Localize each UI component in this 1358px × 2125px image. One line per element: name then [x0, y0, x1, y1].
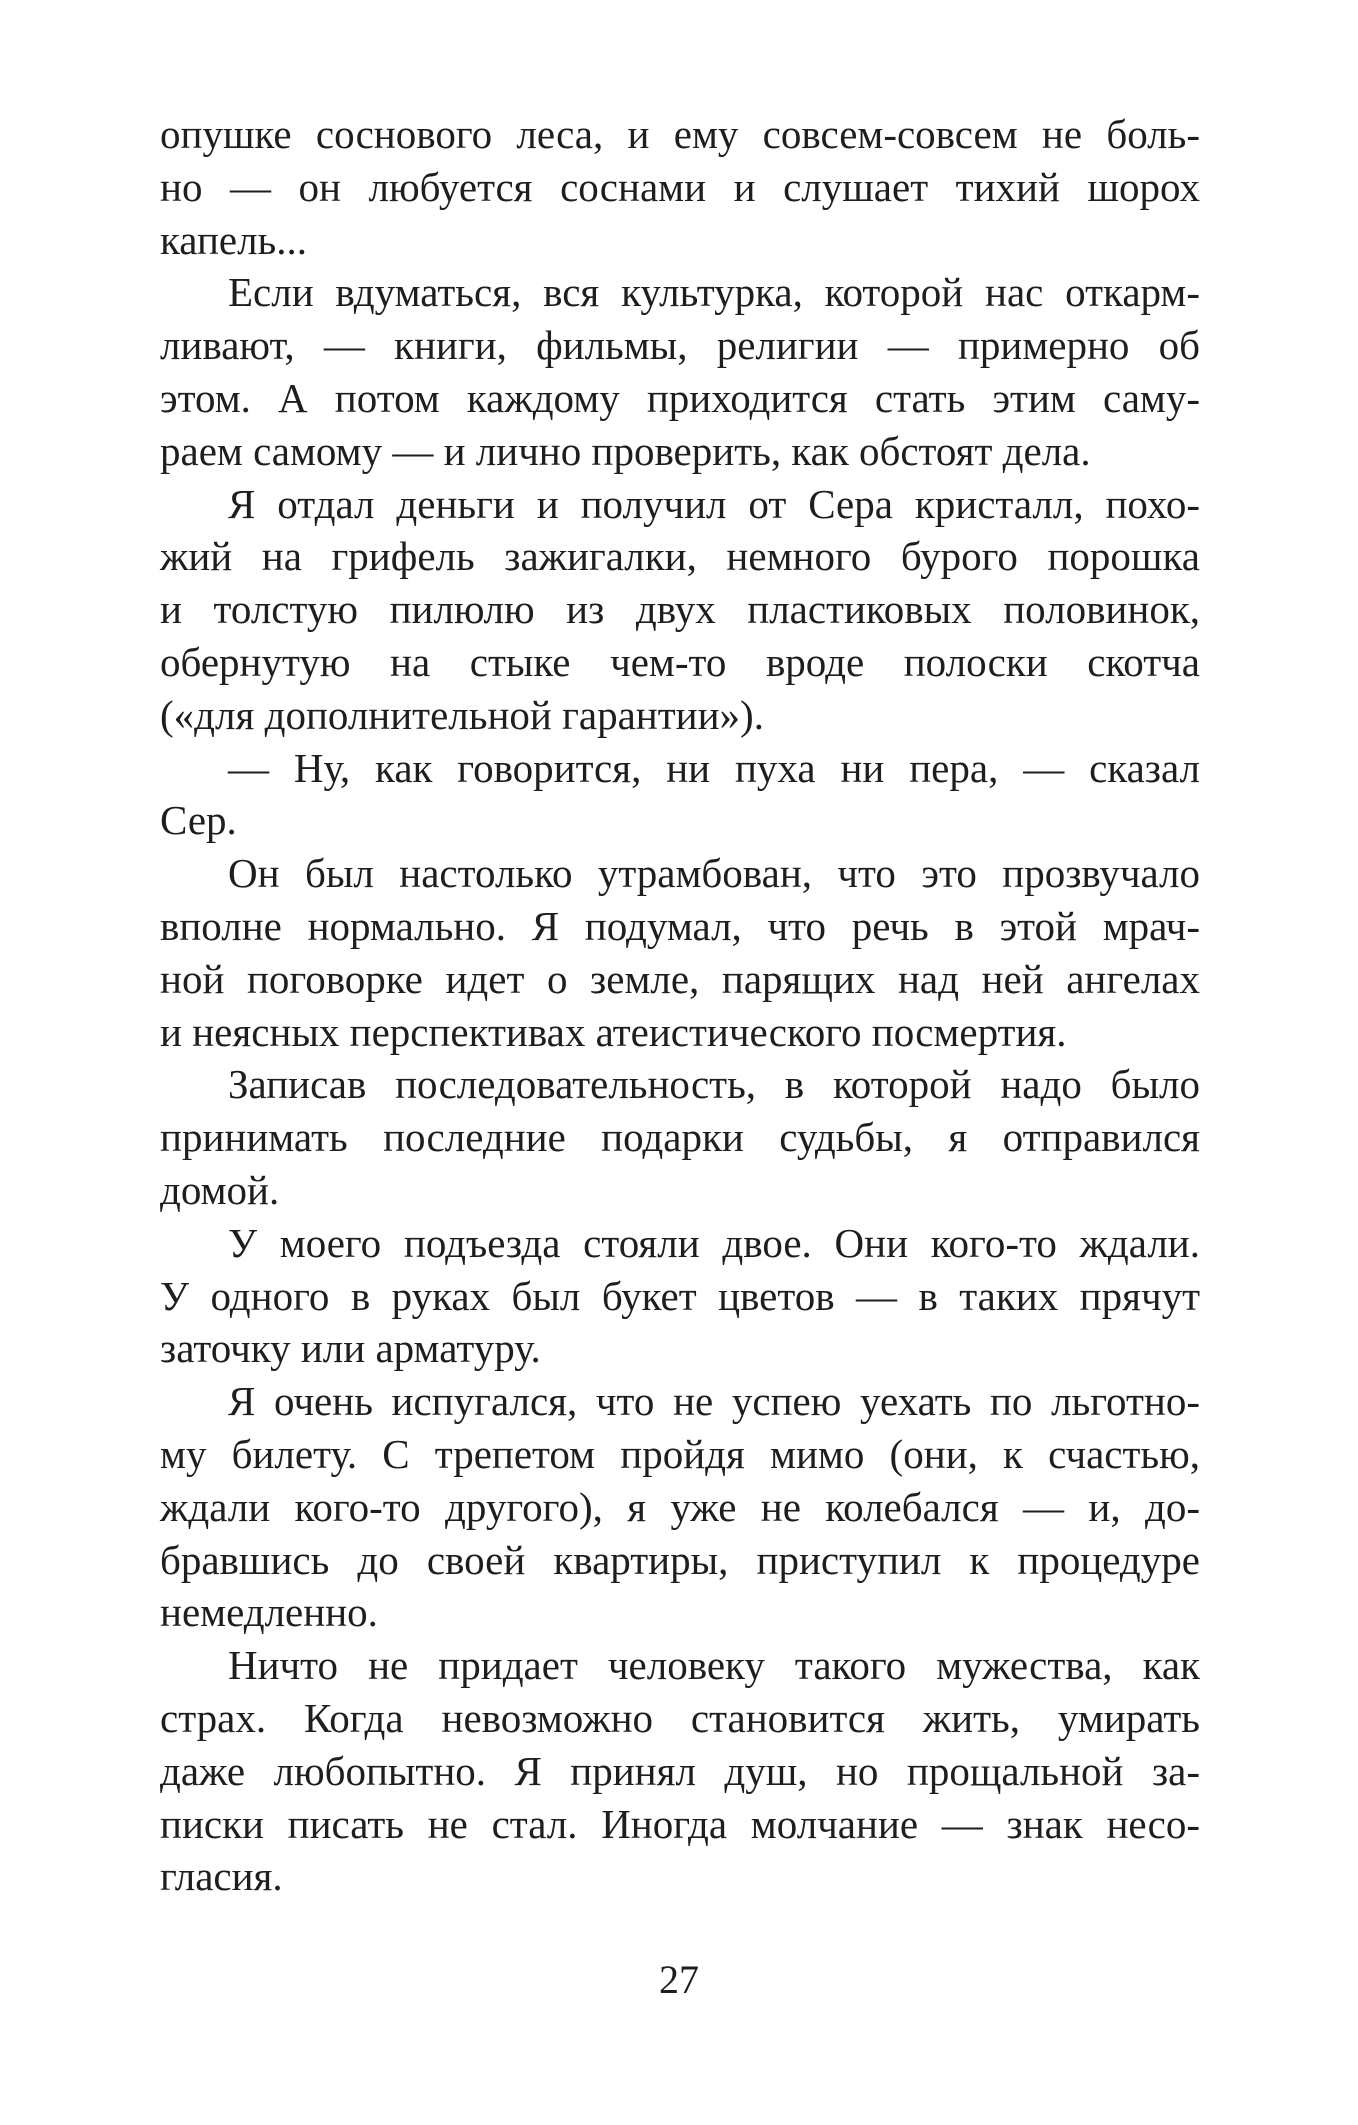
text-line: жий на грифель зажигалки, немного бурого порошка [160, 533, 1200, 580]
page-number: 27 [659, 1957, 699, 2002]
text-line: капель... [160, 216, 308, 263]
paragraph [160, 1639, 1200, 1903]
text-line: Сер. [160, 797, 237, 844]
text-line: вполне нормально. Я подумал, что речь в этой мрач- [160, 902, 1200, 949]
text-line: Записав последовательность, в которой надо было [228, 1061, 1200, 1108]
text-line: писки писать не стал. Иногда молчание — знак несо- [160, 1800, 1200, 1847]
text-line: («для дополнительной гарантии»). [160, 691, 764, 738]
paragraph [160, 266, 1200, 477]
text-line: гласия. [160, 1853, 283, 1900]
text-line: бравшись до своей квартиры, приступил к процедуре [160, 1536, 1200, 1583]
text-line: — Ну, как говорится, ни пуха ни пера, — сказал [228, 744, 1200, 791]
paragraph [160, 742, 1200, 848]
text-line: страх. Когда невозможно становится жить, умирать [160, 1694, 1200, 1741]
paragraph [160, 108, 1200, 266]
paragraph [160, 1058, 1200, 1216]
text-line: У одного в руках был букет цветов — в таких прячут [160, 1272, 1200, 1319]
text-line: домой. [160, 1166, 280, 1213]
text-line: раем самому — и лично проверить, как обстоят дела. [160, 427, 1091, 474]
text-line: ной поговорке идет о земле, парящих над ней ангелах [160, 955, 1200, 1002]
paragraph [160, 847, 1200, 1058]
text-line: и неясных перспективах атеистического посмертия. [160, 1008, 1067, 1055]
text-line: принимать последние подарки судьбы, я отправился [160, 1114, 1200, 1161]
text-line: но — он любуется соснами и слушает тихий шорох [160, 163, 1200, 210]
text-line: ливают, — книги, фильмы, религии — примерно об [160, 322, 1200, 369]
text-line: Ничто не придает человеку такого мужества, как [228, 1642, 1200, 1689]
text-line: У моего подъезда стояли двое. Они кого-то ждали. [228, 1219, 1200, 1266]
text-line: опушке соснового леса, и ему совсем-совсем не боль- [160, 111, 1200, 157]
text-line: му билету. С трепетом пройдя мимо (они, к счастью, [160, 1430, 1200, 1477]
text-line: Я очень испугался, что не успею уехать по льготно- [228, 1378, 1200, 1425]
text-line: Если вдуматься, вся культурка, которой нас откарм- [228, 269, 1200, 316]
paragraph [160, 1217, 1200, 1375]
text-line: немедленно. [160, 1589, 378, 1636]
text-line: ждали кого-то другого), я уже не колебался — и, до- [160, 1483, 1200, 1530]
text-line: даже любопытно. Я принял душ, но прощальной за- [160, 1747, 1200, 1794]
paragraph [160, 1375, 1200, 1639]
text-line: заточку или арматуру. [160, 1325, 541, 1372]
text-line: Он был настолько утрамбован, что это прозвучало [228, 850, 1200, 897]
text-line: обернутую на стыке чем-то вроде полоски скотча [160, 638, 1200, 685]
page-body [160, 108, 1200, 1903]
text-line: этом. А потом каждому приходится стать этим саму- [160, 374, 1200, 421]
text-line: и толстую пилюлю из двух пластиковых половинок, [160, 586, 1200, 633]
text-line: Я отдал деньги и получил от Сера кристалл, похо- [228, 480, 1200, 527]
paragraph [160, 478, 1200, 742]
